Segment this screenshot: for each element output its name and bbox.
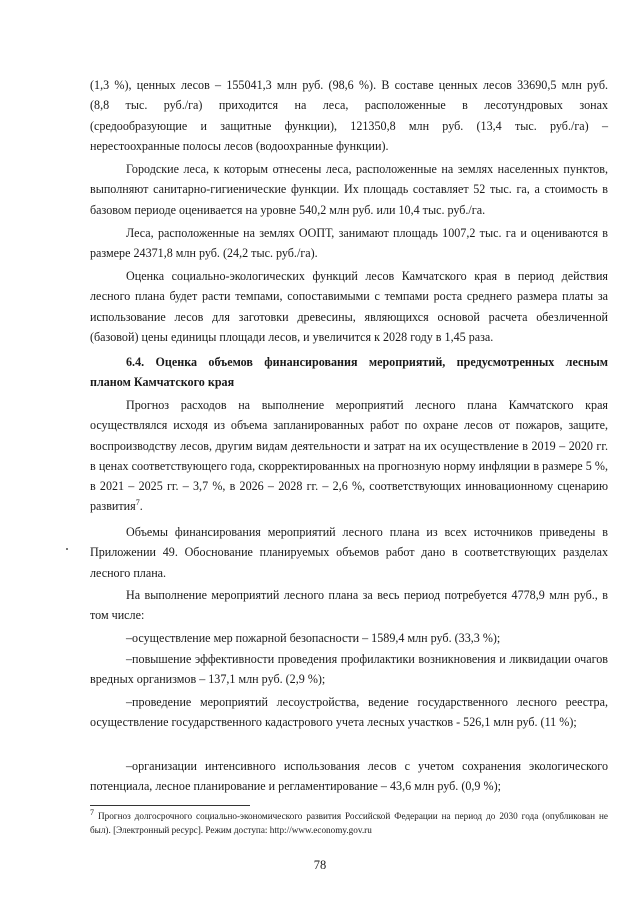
paragraph-text: Прогноз расходов на выполнение мероприятий лесного плана Камчатского края осуществлялся исходя из объема запланированных работ по охране лесов от пожаров, защите, воспроизводству лесов, другим видам деятельности и затрат на их осуществление в 2019 – 2020 гг. в ценах соответствующего года, скорректированных на прогнозную норму инфляции в размере 5 %, в 2021 – 2025 гг. – 3,7 %, в 2026 – 2028 гг. – 2,6 %, соответствующих инновационному сценарию развития xyxy=(90,398,608,514)
footnote-mark: 7 xyxy=(90,807,94,817)
footnote-reference: 7 xyxy=(135,498,140,508)
heading-line: 6.4. Оценка объемов финансирования мероприятий, предусмотренных лесным xyxy=(126,355,608,369)
list-item-intensive-use: –организации интенсивного использования лесов с учетом сохранения экологического потенциала, лесное планирование и регламентирование – 43,6 млн руб. (0,9 %); xyxy=(90,759,608,794)
list-item-forest-inventory: –проведение мероприятий лесоустройства, ведение государственного лесного реестра, осуществление государственного кадастрового учета лесных участков - 526,1 млн руб. (11 %); xyxy=(90,695,608,730)
paragraph-urban-forests: Городские леса, к которым отнесены леса, расположенные на землях населенных пунктов, выполняют санитарно-гигиенические функции. Их площадь составляет 52 тыс. га, а стоимость в базовом периоде оценивается на уровне 540,2 млн руб. или 10,4 тыс. руб./га. xyxy=(90,162,608,217)
text-line: нерестоохранные полосы лесов (водоохранные функции). xyxy=(90,138,389,153)
text-line: (1,3 %), ценных лесов – 155041,3 млн руб. (98,6 %). В составе ценных лесов 33690,5 млн руб. xyxy=(90,78,608,92)
paragraph-end: . xyxy=(139,499,143,514)
paragraph-expense-forecast xyxy=(90,395,608,517)
text-line: (средообразующие и защитные функции), 121350,8 млн руб. (13,4 тыс. руб./га) – xyxy=(90,118,608,133)
paragraph-total-funding: На выполнение мероприятий лесного плана за весь период потребуется 4778,9 млн руб., в том числе: xyxy=(90,588,608,623)
heading-line: планом Камчатского края xyxy=(90,375,235,390)
paragraph-cost-estimate-continued xyxy=(90,75,608,156)
paragraph-protected-areas: Леса, расположенные на землях ООПТ, занимают площадь 1007,2 тыс. га и оцениваются в размере 24371,8 млн руб. (24,2 тыс. руб./га). xyxy=(90,226,608,261)
text-line: (8,8 тыс. руб./га) приходится на леса, расположенные в лесотундровых зонах xyxy=(90,98,608,113)
paragraph-funding-volumes: Объемы финансирования мероприятий лесного плана из всех источников приведены в Приложении 49. Обоснование планируемых объемов работ дано в соответствующих разделах лесного плана. xyxy=(90,525,608,580)
paragraph-socio-ecological-functions: Оценка социально-экологических функций лесов Камчатского края в период действия лесного плана будет расти темпами, сопоставимыми с темпами роста среднего размера платы за использование лесов для заготовки древесины, являющихся основой расчета обезличенной (базовой) цены единицы площади лесов, и увеличится к 2028 году в 1,45 раза. xyxy=(90,269,608,344)
footnote-separator xyxy=(90,805,250,806)
scan-artifact xyxy=(66,548,68,550)
footnote xyxy=(90,807,609,837)
list-item-fire-safety: –осуществление мер пожарной безопасности – 1589,4 млн руб. (33,3 %); xyxy=(126,631,501,645)
list-item-pest-control: –повышение эффективности проведения профилактики возникновения и ликвидации очагов вредных организмов – 137,1 млн руб. (2,9 %); xyxy=(90,652,608,687)
page-number: 78 xyxy=(313,858,327,872)
section-heading xyxy=(90,352,608,393)
footnote-text: Прогноз долгосрочного социально-экономического развития Российской Федерации на период до 2030 года (опубликован не был). [Электронный ресурс]. Режим доступа: http://www.economy.gov.ru xyxy=(90,811,609,835)
